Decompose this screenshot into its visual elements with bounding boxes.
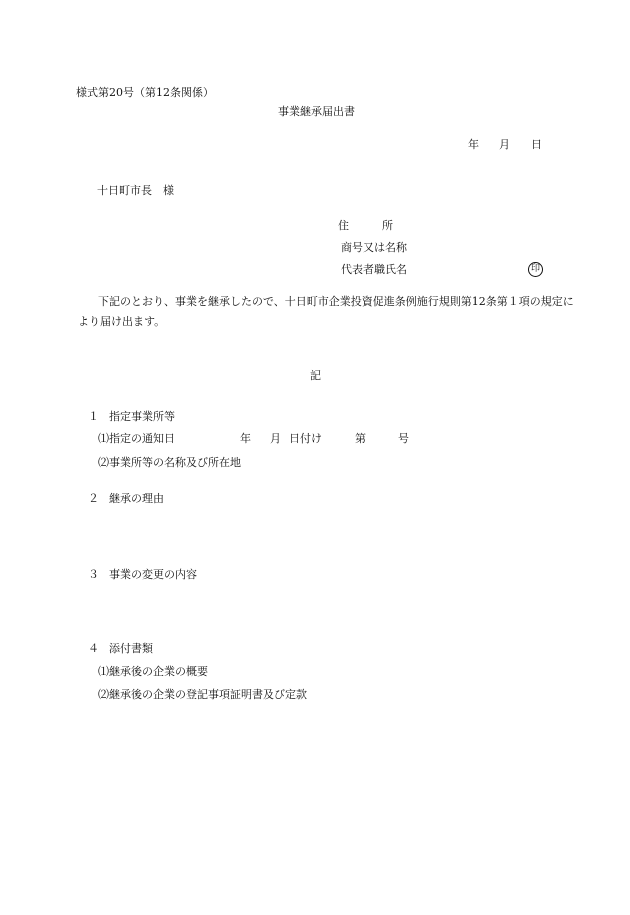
ki-heading: 記: [310, 369, 321, 382]
section2-number: ２: [88, 492, 99, 505]
section1-item1-label: ⑴指定の通知日: [98, 432, 175, 445]
section1-title: 指定事業所等: [109, 410, 175, 423]
body-text-line1: 下記のとおり、事業を継承したので、十日町市企業投資促進条例施行規則第12条第１項の規定に: [98, 295, 574, 308]
address-label: 住 所: [338, 219, 393, 232]
section3-number: ３: [88, 568, 99, 581]
section4-title: 添付書類: [109, 642, 153, 655]
recipient: 十日町市長 様: [97, 184, 174, 197]
section1-number: １: [88, 410, 99, 423]
seal-mark: 印: [528, 262, 543, 277]
date-month: 月: [499, 138, 510, 151]
section1-item1-day: 日付け: [289, 432, 322, 445]
business-name-label: 商号又は名称: [341, 241, 407, 254]
section1-item1-dai: 第: [355, 432, 366, 445]
body-text-line2: より届け出ます。: [78, 315, 166, 328]
representative-label: 代表者職氏名: [341, 263, 407, 276]
date-day: 日: [531, 138, 542, 151]
form-label: 様式第20号（第12条関係）: [76, 86, 214, 99]
section1-item1-year: 年: [240, 432, 251, 445]
section1-item1-gou: 号: [398, 432, 409, 445]
section2-title: 継承の理由: [109, 492, 164, 505]
section4-item2: ⑵継承後の企業の登記事項証明書及び定款: [98, 688, 307, 701]
section3-title: 事業の変更の内容: [109, 568, 197, 581]
section1-item2: ⑵事業所等の名称及び所在地: [98, 456, 241, 469]
date-year: 年: [468, 138, 479, 151]
document-title: 事業継承届出書: [278, 105, 355, 118]
section4-item1: ⑴継承後の企業の概要: [98, 665, 208, 678]
section4-number: ４: [88, 642, 99, 655]
section1-item1-month: 月: [270, 432, 281, 445]
